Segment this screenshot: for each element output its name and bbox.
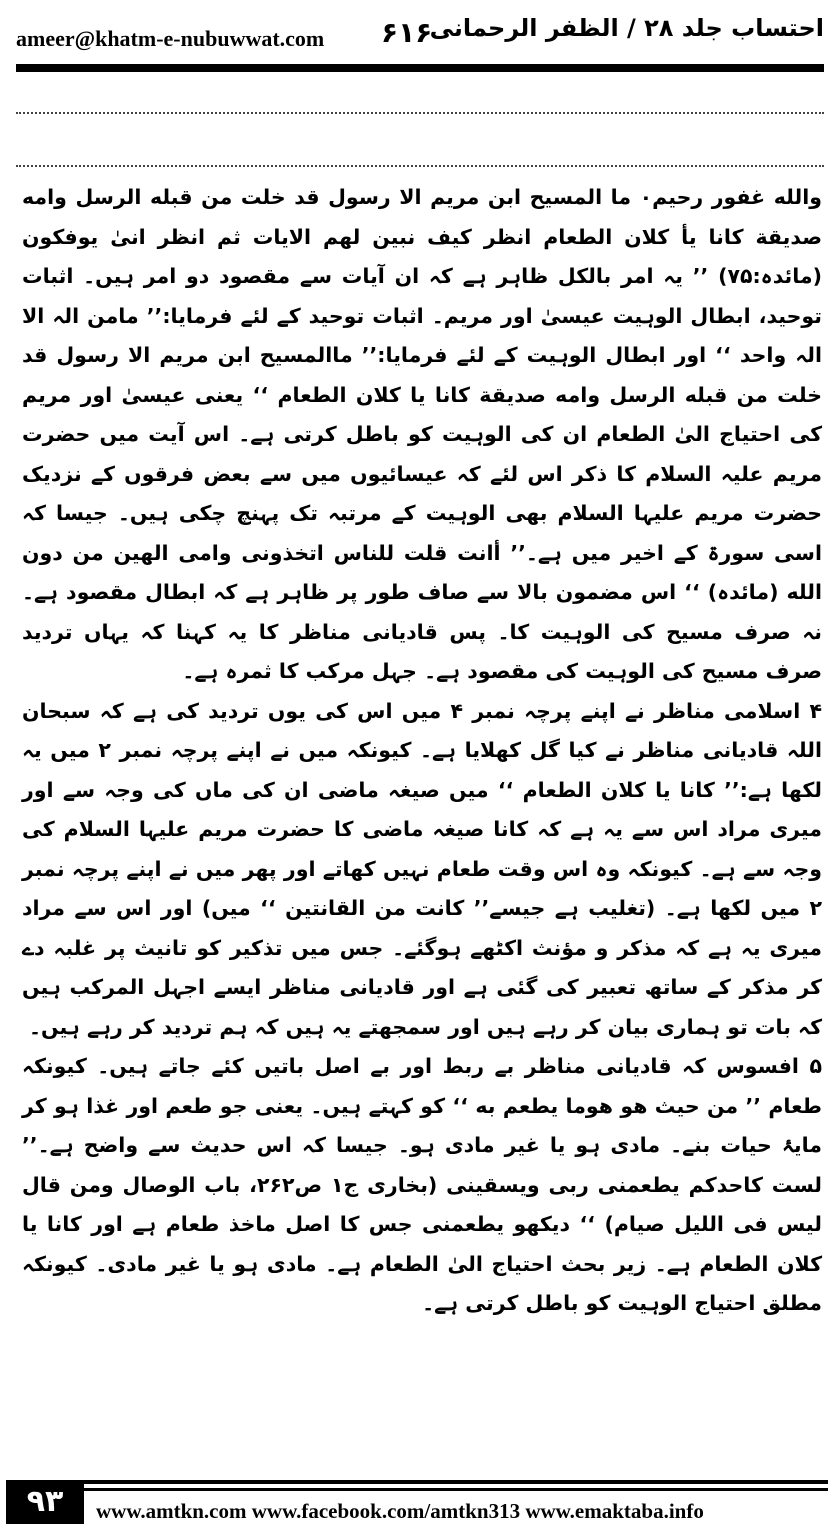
paragraph-text: والله غفور رحیم۰ ما المسیح ابن مریم الا رسول قد خلت من قبله الرسل وامه صدیقة کانا یأ کلان الطعام انظر کیف نبین لهم الایات ثم انظر انیٰ یوفکون (مائدہ:۷۵) ’’ یہ امر بالکل ظاہر ہے کہ ان آیات سے مقصود دو امر ہیں۔ اثبات توحید، ابطال الوہیت عیسیٰ اور مریم۔ اثبات توحید کے لئے فرمایا:’’ مامن الہ الا الہ واحد ‘‘ اور ابطال الوہیت کے لئے فرمایا:’’ ماالمسیح ابن مریم الا رسول قد خلت من قبله الرسل وامه صدیقة کانا یا کلان الطعام ‘‘ یعنی عیسیٰ اور مریم کی احتیاج الیٰ الطعام ان کی الوہیت کو باطل کرتی ہے۔ اس آیت میں حضرت مریم علیہ السلام کا ذکر اس لئے کہ عیسائیوں میں سے بعض فرقوں کے نزدیک حضرت مریم علیہا السلام بھی الوہیت کے مرتبہ تک پہنچ چکی ہیں۔ جیسا کہ اسی سورۃ کے اخیر میں ہے۔’’ أانت قلت للناس اتخذونی وامی الهین من دون الله (مائدہ) ‘‘ اس مضمون بالا سے صاف طور پر ظاہر ہے کہ ابطال مقصود ہے۔ نہ صرف مسیح کی الوہیت کا۔ پس قادیانی مناظر کا یہ کہنا کہ یہاں تردید صرف مسیح کی الوہیت کی مقصود ہے۔ جہل مرکب کا ثمرہ ہے۔ — [22, 185, 822, 683]
paragraph-number: ۵ — [809, 1054, 822, 1078]
paragraph-text: افسوس کہ قادیانی مناظر بے ربط اور بے اصل باتیں کئے جاتے ہیں۔ کیونکہ طعام ’’ من حیث هو هوما یطعم به ‘‘ کو کہتے ہیں۔ یعنی جو طعم اور غذا ہو کر مایۂ حیات بنے۔ مادی ہو یا غیر مادی ہو۔ جیسا کہ اس حدیث سے واضح ہے۔’’ لست کاحدکم یطعمنی ربی ویسقینی (بخاری ج۱ ص۲۶۲، باب الوصال ومن قال لیس فی اللیل صیام) ‘‘ دیکھو یطعمنی جس کا اصل ماخذ طعام ہے اور کانا یا کلان الطعام ہے۔ زیر بحث احتیاج الیٰ الطعام ہے۔ مادی ہو یا غیر مادی۔ کیونکہ مطلق احتیاج الوہیت کو باطل کرتی ہے۔ — [22, 1054, 823, 1315]
paragraph-number: ۴ — [809, 698, 822, 723]
footer-rule-top — [84, 1480, 828, 1484]
header-rule — [16, 64, 824, 72]
page-body — [22, 178, 822, 1324]
paragraph-text: اسلامی مناظر نے اپنے پرچہ نمبر ۴ میں اس کی یوں تردید کی ہے کہ سبحان اللہ قادیانی مناظر نے کیا گل کھلایا ہے۔ کیونکہ میں نے اپنے پرچہ نمبر ۲ میں یہ لکھا ہے:’’ کانا یا کلان الطعام ‘‘ میں صیغہ ماضی ان کی ماں کی وجہ سے اور میری مراد اس سے یہ ہے کہ کانا صیغہ ماضی کا حضرت مریم علیہا السلام کی وجہ سے ہے۔ کیونکہ وہ اس وقت طعام نہیں کھاتے اور پھر میں نے اپنے پرچہ نمبر ۲ میں لکھا ہے۔ (تغلیب ہے جیسے’’ کانت من القانتین ‘‘ میں) اور اس سے مراد میری یہ ہے کہ مذکر و مؤنث اکٹھے ہوگئے۔ جس میں تذکیر کو تانیث پر غلبہ دے کر مذکر کے ساتھ تعبیر کی گئی ہے اور قادیانی مناظر ایسے اجہل المرکب ہیں کہ بات تو ہماری بیان کر رہے ہیں اور سمجھتے یہ ہیں کہ ہم تردید کر رہے ہیں۔ — [22, 698, 822, 1039]
paragraph-1 — [22, 178, 822, 692]
dotted-divider-1 — [16, 112, 824, 114]
paragraph-2 — [22, 692, 822, 1048]
footer-page-badge: ۹۳ — [26, 1484, 64, 1519]
header-email[interactable]: ameer@khatm-e-nubuwwat.com — [16, 26, 325, 51]
book-title: احتساب جلد ۲۸ / الظفر الرحمانی — [429, 14, 824, 42]
footer-links[interactable]: www.amtkn.com www.facebook.com/amtkn313 www.emaktaba.info — [96, 1499, 704, 1523]
footer-rule-bottom — [84, 1488, 828, 1491]
paragraph-3 — [22, 1047, 822, 1324]
page-number: ۶۱۶ — [381, 16, 433, 49]
page-header — [16, 0, 824, 62]
dotted-divider-2 — [16, 165, 824, 167]
